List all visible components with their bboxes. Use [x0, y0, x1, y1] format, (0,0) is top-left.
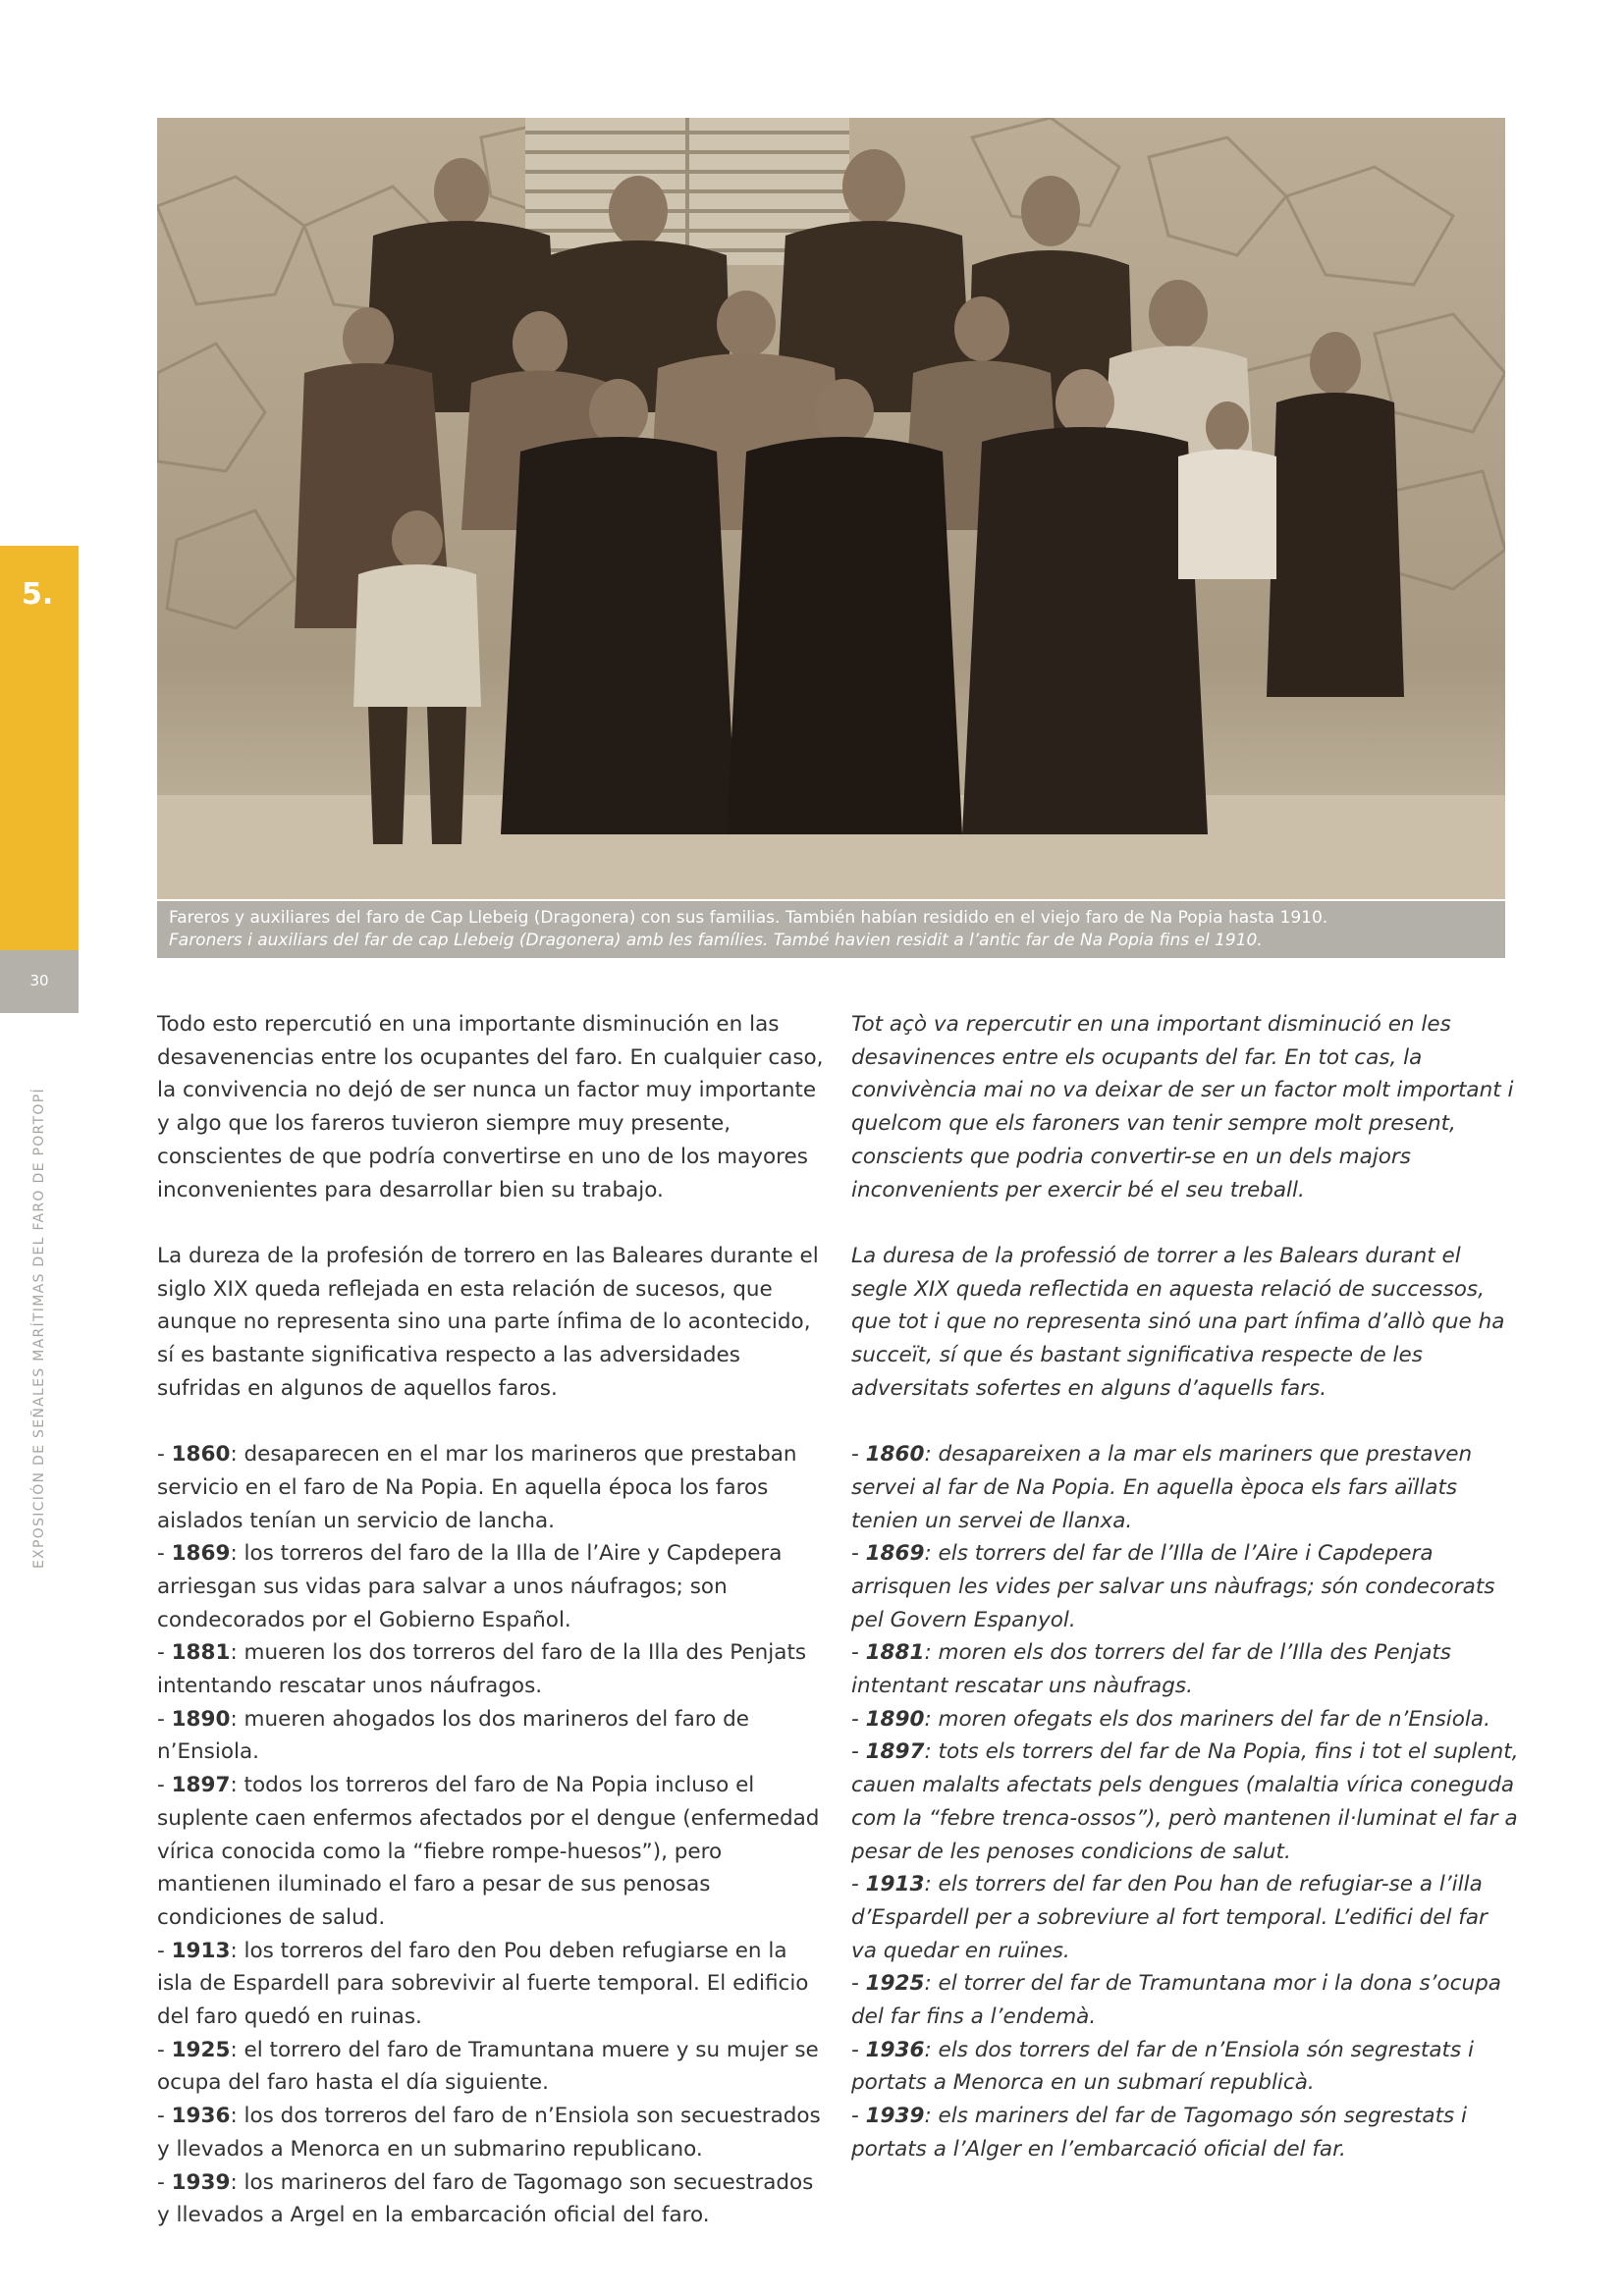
spanish-event-item: - 1869: los torreros del faro de la Illa de l’Aire y Capdepera arriesgan sus vidas para salvar a unos náufragos; son condecorados por el Gobierno Español. [157, 1541, 783, 1632]
page-number: 30 [29, 972, 49, 989]
catalan-event-item: - 1869: els torrers del far de l’Illa de l’Aire i Capdepera arrisquen les vides per salvar uns nàufrags; són condecorats pel Govern Espanyol. [851, 1541, 1495, 1632]
event-text: : los torreros del faro de la Illa de l’Aire y Capdepera arriesgan sus vidas para salvar a unos náufragos; son condecorados por el Gobierno Español. [157, 1541, 783, 1632]
spanish-event-item: - 1925: el torrero del faro de Tramuntana muere y su mujer se ocupa del faro hasta el día siguiente. [157, 2037, 819, 2096]
event-year: 1869 [865, 1541, 925, 1567]
event-text: : tots els torrers del far de Na Popia, fins i tot el suplent, cauen malalts afectats pels dengues (malaltia vírica coneguda com la “febre trenca-ossos”), però mantenen il·luminat el far a pesar de les penoses condicions de salut. [851, 1739, 1519, 1864]
event-text: : els dos torrers del far de n’Ensiola són segrestats i portats a Menorca en un submarí republicà. [851, 2037, 1474, 2096]
spanish-event-item: - 1890: mueren ahogados los dos marineros del faro de n’Ensiola. [157, 1706, 749, 1765]
event-year: 1860 [865, 1442, 925, 1468]
catalan-event-item: - 1881: moren els dos torrers del far de l’Illa des Penjats intentant rescatar uns nàufrags. [851, 1640, 1452, 1699]
event-year: 1890 [865, 1706, 925, 1732]
event-text: : todos los torreros del faro de Na Popia incluso el suplente caen enfermos afectados por el dengue (enfermedad vírica conocida como la “fiebre rompe-huesos”), pero mantienen iluminado el faro a pesar de sus penosas condiciones de salud. [157, 1773, 820, 1930]
event-text: : el torrer del far de Tramuntana mor i la dona s’ocupa del far fins a l’endemà. [851, 1971, 1501, 2030]
spanish-event-item: - 1860: desaparecen en el mar los marineros que prestaban servicio en el faro de Na Popia. En aquella época los faros aislados tenían un servicio de lancha. [157, 1442, 797, 1533]
event-year: 1913 [171, 1938, 231, 1963]
spanish-paragraph-2: La dureza de la profesión de torrero en las Baleares durante el siglo XIX queda reflejada en esta relación de sucesos, que aunque no representa sino una parte ínfima de lo acontecido, sí es bastante significativa respecto a las adversidades sufridas en algunos de aquellos faros. [157, 1243, 819, 1401]
catalan-event-item: - 1939: els mariners del far de Tagomago són segrestats i portats a l’Alger en l’embarcació oficial del far. [851, 2104, 1468, 2162]
event-text: : mueren ahogados los dos marineros del faro de n’Ensiola. [157, 1706, 749, 1765]
event-text: : desaparecen en el mar los marineros que prestaban servicio en el faro de Na Popia. En aquella época los faros aislados tenían un servicio de lancha. [157, 1442, 797, 1533]
spanish-event-item: - 1897: todos los torreros del faro de Na Popia incluso el suplente caen enfermos afectados por el dengue (enfermedad vírica conocida como la “fiebre rompe-huesos”), pero mantienen iluminado el faro a pesar de sus penosas condiciones de salud. [157, 1773, 820, 1930]
event-text: : los marineros del faro de Tagomago son secuestrados y llevados a Argel en la embarcación oficial del faro. [157, 2169, 814, 2228]
event-text: : els torrers del far de l’Illa de l’Aire i Capdepera arrisquen les vides per salvar uns nàufrags; són condecorats pel Govern Espanyol. [851, 1541, 1495, 1632]
event-text: : los torreros del faro den Pou deben refugiarse en la isla de Espardell para sobrevivir al fuerte temporal. El edificio del faro quedó en ruinas. [157, 1938, 809, 2030]
chapter-number: 5. [22, 577, 54, 612]
event-year: 1939 [865, 2104, 925, 2129]
event-text: : els torrers del far den Pou han de refugiar-se a l’illa d’Espardell per a sobreviure al fort temporal. L’edifici del far va quedar en ruïnes. [851, 1872, 1488, 1963]
event-text: : moren els dos torrers del far de l’Illa des Penjats intentant rescatar uns nàufrags. [851, 1640, 1452, 1699]
event-year: 1860 [171, 1442, 231, 1468]
event-year: 1936 [865, 2037, 925, 2062]
catalan-event-item: - 1860: desapareixen a la mar els mariners que prestaven servei al far de Na Popia. En aquella època els fars aïllats tenien un servei de llanxa. [851, 1442, 1473, 1533]
catalan-event-item: - 1897: tots els torrers del far de Na Popia, fins i tot el suplent, cauen malalts afectats pels dengues (malaltia vírica coneguda com la “febre trenca-ossos”), però mantenen il·luminat el far a pesar de les penoses condicions de salut. [851, 1739, 1519, 1864]
photo-caption [157, 901, 1505, 958]
spanish-event-item: - 1913: los torreros del faro den Pou deben refugiarse en la isla de Espardell para sobrevivir al fuerte temporal. El edificio del faro quedó en ruinas. [157, 1938, 809, 2030]
event-text: : los dos torreros del faro de n’Ensiola son secuestrados y llevados a Menorca en un submarino republicano. [157, 2104, 821, 2162]
historic-family-photo [157, 118, 1505, 899]
catalan-paragraph-2: La duresa de la professió de torrer a les Balears durant el segle XIX queda reflectida en aquesta relació de successos, que tot i que no representa sinó una part ínfima d’allò que ha succeït, sí que és bastant significativa respecte de les adversitats sofertes en alguns d’aquells fars. [851, 1243, 1505, 1401]
catalan-event-item: - 1913: els torrers del far den Pou han de refugiar-se a l’illa d’Espardell per a sobreviure al fort temporal. L’edifici del far va quedar en ruïnes. [851, 1872, 1488, 1963]
catalan-paragraph-1: Tot açò va repercutir en una important disminució en les desavinences entre els ocupants del far. En tot cas, la convivència mai no va deixar de ser un factor molt important i quelcom que els faroners van tenir sempre molt present, conscients que podria convertir-se en un dels majors inconvenients per exercir bé el seu treball. [851, 1012, 1514, 1202]
event-year: 1936 [171, 2104, 231, 2129]
spanish-text-column [157, 1008, 825, 2232]
catalan-event-item: - 1890: moren ofegats els dos mariners del far de n’Ensiola. [851, 1706, 1490, 1732]
event-year: 1925 [865, 1971, 925, 1997]
catalan-text-column [851, 1008, 1519, 2166]
event-year: 1890 [171, 1706, 231, 1732]
spanish-event-item: - 1936: los dos torreros del faro de n’Ensiola son secuestrados y llevados a Menorca en un submarino republicano. [157, 2104, 821, 2162]
event-text: : el torrero del faro de Tramuntana muere y su mujer se ocupa del faro hasta el día siguiente. [157, 2037, 819, 2096]
event-text: : mueren los dos torreros del faro de la Illa des Penjats intentando rescatar unos náufragos. [157, 1640, 807, 1699]
vertical-exhibition-title: EXPOSICIÓN DE SEÑALES MARÍTIMAS DEL FARO DE PORTOPÍ [31, 1088, 47, 1569]
event-year: 1897 [171, 1773, 231, 1798]
event-year: 1897 [865, 1739, 925, 1765]
event-text: : desapareixen a la mar els mariners que prestaven servei al far de Na Popia. En aquella època els fars aïllats tenien un servei de llanxa. [851, 1442, 1473, 1533]
event-year: 1869 [171, 1541, 231, 1567]
spanish-event-item: - 1939: los marineros del faro de Tagomago son secuestrados y llevados a Argel en la embarcación oficial del faro. [157, 2169, 814, 2228]
event-year: 1913 [865, 1872, 925, 1897]
event-text: : els mariners del far de Tagomago són segrestats i portats a l’Alger en l’embarcació oficial del far. [851, 2104, 1468, 2162]
photo-caption-spanish: Fareros y auxiliares del faro de Cap Llebeig (Dragonera) con sus familias. También habían residido en el viejo faro de Na Popia hasta 1910. [169, 908, 1328, 928]
spanish-paragraph-1: Todo esto repercutió en una importante disminución en las desavenencias entre los ocupantes del faro. En cualquier caso, la convivencia no dejó de ser nunca un factor muy importante y algo que los fareros tuvieron siempre muy presente, conscientes de que podría convertirse en uno de los mayores inconvenientes para desarrollar bien su trabajo. [157, 1012, 824, 1202]
event-year: 1939 [171, 2169, 231, 2195]
photo-caption-catalan: Faroners i auxiliars del far de cap Llebeig (Dragonera) amb les famílies. També havien residit a l’antic far de Na Popia fins el 1910. [169, 931, 1263, 950]
event-text: : moren ofegats els dos mariners del far de n’Ensiola. [924, 1706, 1490, 1732]
spanish-event-item: - 1881: mueren los dos torreros del faro de la Illa des Penjats intentando rescatar unos náufragos. [157, 1640, 807, 1699]
event-year: 1881 [865, 1640, 925, 1666]
catalan-event-item: - 1936: els dos torrers del far de n’Ensiola són segrestats i portats a Menorca en un submarí republicà. [851, 2037, 1474, 2096]
event-year: 1925 [171, 2037, 231, 2062]
event-year: 1881 [171, 1640, 231, 1666]
catalan-event-item: - 1925: el torrer del far de Tramuntana mor i la dona s’ocupa del far fins a l’endemà. [851, 1971, 1501, 2030]
